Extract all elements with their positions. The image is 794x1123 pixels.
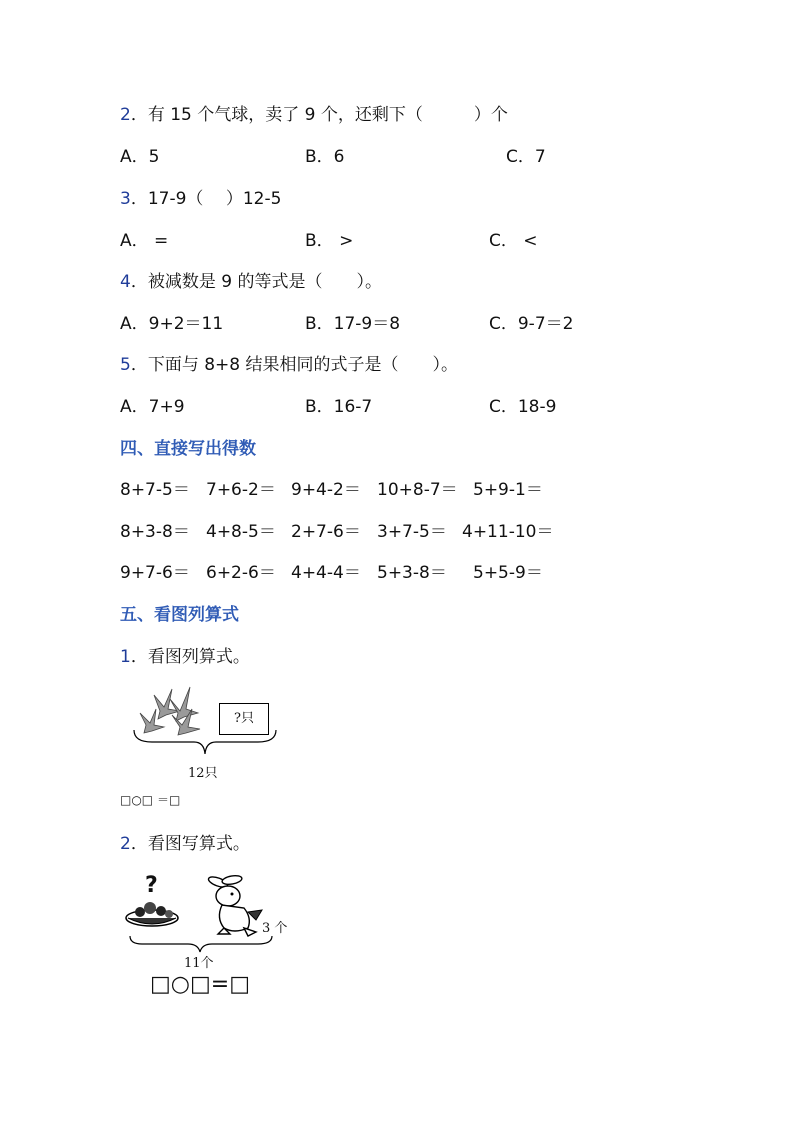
section-4-title: 四、直接写出得数 <box>120 439 256 459</box>
rabbit-icon <box>204 872 266 938</box>
calc-item: 4+11-10＝ <box>462 522 554 542</box>
calc-item: 7+6-2＝ <box>206 480 276 500</box>
calc-item: 5+9-1＝ <box>473 480 543 500</box>
calc-item: 9+4-2＝ <box>291 480 361 500</box>
question-number: 2 <box>120 834 131 854</box>
option-a: A． = <box>120 231 169 251</box>
calc-item: 8+3-8＝ <box>120 522 190 542</box>
calc-item: 9+7-6＝ <box>120 563 190 583</box>
section-5-title: 五、看图列算式 <box>120 605 239 625</box>
question-5-line <box>120 354 458 376</box>
question-number: 1 <box>120 647 131 667</box>
picture-question-2 <box>120 833 250 855</box>
option-a: A．9+2＝11 <box>120 314 224 334</box>
calc-item: 2+7-6＝ <box>291 522 361 542</box>
side-label-3: 3 个 <box>262 921 288 936</box>
total-label-11: 11个 <box>184 956 214 971</box>
question-number: 4 <box>120 272 131 292</box>
option-c: C．18-9 <box>489 397 557 417</box>
question-text: ．下面与 8+8 结果相同的式子是（ ）。 <box>130 355 459 375</box>
calc-item: 5+5-9＝ <box>473 563 543 583</box>
picture-question-1 <box>120 646 250 668</box>
question-number: 5 <box>120 355 131 375</box>
option-a: A．7+9 <box>120 397 185 417</box>
option-c: C． < <box>489 231 538 251</box>
calc-item: 3+7-5＝ <box>377 522 447 542</box>
option-b: B．6 <box>305 147 345 167</box>
option-c: C．7 <box>506 147 546 167</box>
answer-formula-1: □○□ ＝□ <box>120 793 181 807</box>
question-text: ．看图列算式。 <box>130 647 250 667</box>
total-label-12: 12只 <box>188 766 218 781</box>
question-3-line <box>120 188 281 210</box>
question-mark: ? <box>145 873 158 898</box>
calc-item: 4+4-4＝ <box>291 563 361 583</box>
question-2-line <box>120 104 508 126</box>
option-b: B． > <box>305 231 354 251</box>
question-text: ．看图写算式。 <box>130 834 250 854</box>
unknown-quantity-box: ?只 <box>219 703 269 735</box>
brace-12 <box>132 728 278 762</box>
calc-item: 5+3-8＝ <box>377 563 447 583</box>
brace-11 <box>128 934 274 954</box>
option-a: A．5 <box>120 147 160 167</box>
calc-item: 6+2-6＝ <box>206 563 276 583</box>
calc-item: 10+8-7＝ <box>377 480 458 500</box>
calc-item: 8+7-5＝ <box>120 480 190 500</box>
question-text: ．17-9（ ）12-5 <box>130 189 282 209</box>
option-b: B．16-7 <box>305 397 373 417</box>
question-number: 2 <box>120 105 131 125</box>
question-number: 3 <box>120 189 131 209</box>
option-b: B．17-9＝8 <box>305 314 401 334</box>
question-text: ．被减数是 9 的等式是（ ）。 <box>130 272 382 292</box>
question-text: ．有 15 个气球，卖了 9 个，还剩下（ ）个 <box>130 105 508 125</box>
basket-icon <box>124 898 180 928</box>
answer-formula-2: □○□=□ <box>150 972 250 997</box>
question-4-line <box>120 271 382 293</box>
calc-item: 4+8-5＝ <box>206 522 276 542</box>
option-c: C．9-7＝2 <box>489 314 574 334</box>
